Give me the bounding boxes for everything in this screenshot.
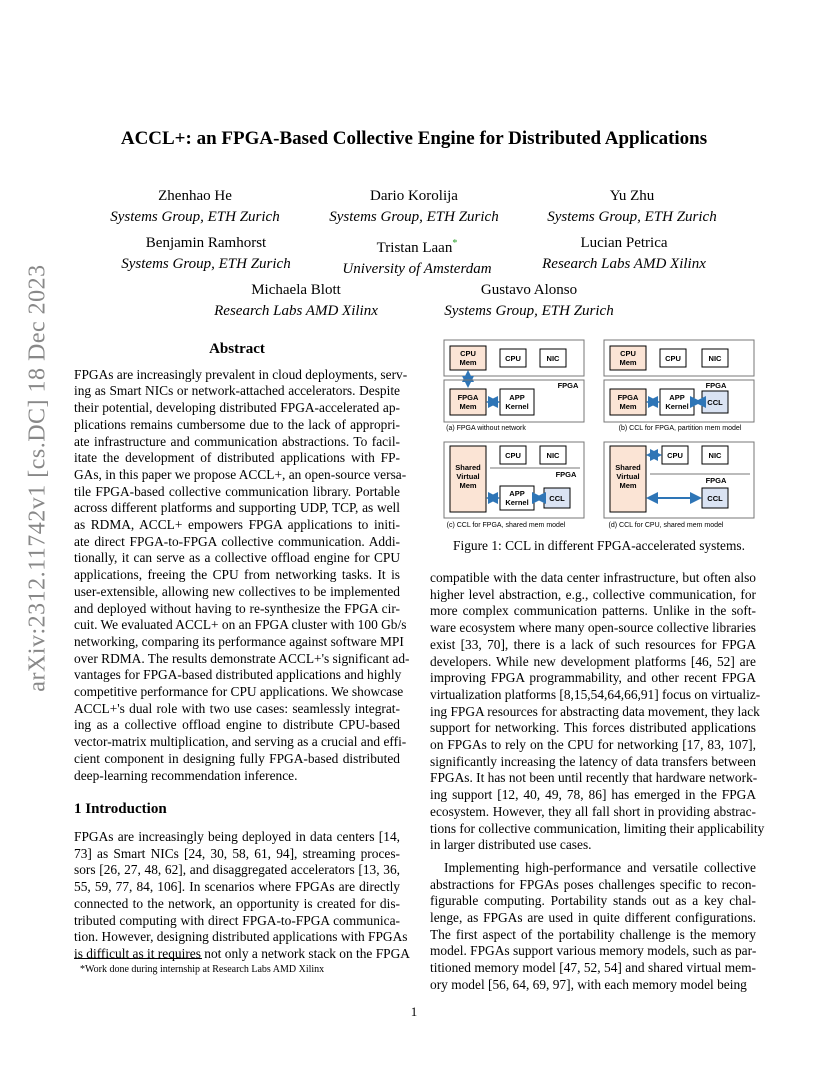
text-line: vantages for FPGA-based distributed applications and highly [74,667,402,683]
shared-mem-label-2: Virtual [456,472,480,481]
text-line: significantly increasing the latency of data transfers between [430,753,756,769]
text-line: as RDMA, ACCL+ empowers FPGA applications to initi- [74,517,400,533]
text-line: FPGAs are increasingly prevalent in cloud deployments, serv- [74,366,408,382]
author-5 [297,233,537,280]
text-line: over RDMA. The results demonstrate ACCL+'s significant ad- [74,650,410,666]
text-line: ing as Smart NICs or network-attached accelerators. Despite [74,383,400,399]
text-line: developers. While new development platforms [46, 52] are [430,653,756,669]
text-line: more complex communication patterns. Unlike in the soft- [430,603,756,619]
text-line: on FPGAs to rely on the CPU for networking [17, 83, 107], [430,737,756,753]
text-line: 55, 59, 77, 84, 106]. In scenarios where FPGAs are directly [74,879,400,895]
author-name: Gustavo Alonso [480,282,578,298]
paper-title: ACCL+: an FPGA-Based Collective Engine for Distributed Applications [120,128,708,149]
text-line: itate the development of distributed applications with FP- [74,450,400,466]
text-line: ecosystem. However, they all fall short in providing abstrac- [430,803,756,819]
author-name: Benjamin Ramhorst [145,235,267,251]
text-line: is difficult as it requires not only a network stack on the FPGA [74,945,410,961]
text-line: tributed computing with direct FPGA-to-FPGA communica- [74,912,400,928]
nic-label: NIC [546,451,560,460]
author-6 [504,233,744,275]
app-kernel-label-2: Kernel [505,498,529,507]
footnote-rule [74,958,202,959]
right-paragraph-1 [430,570,765,854]
text-line: tionally, it can serve as a collective offload engine for CPU [74,550,400,566]
panel-c-caption: (c) CCL for FPGA, shared mem model [446,522,566,529]
nic-label: NIC [546,354,560,363]
text-line: user-extensible, allowing new collectives to be implemented [74,583,400,599]
cpu-label: CPU [665,354,681,363]
shared-mem-label-1: Shared [455,463,481,472]
text-line: ory model [56, 64, 69, 97], with each memory model being [430,976,747,992]
panel-a-caption: (a) FPGA without network [446,425,526,432]
panel-d-caption: (d) CCL for CPU, shared mem model [608,522,724,529]
nic-label: NIC [708,354,722,363]
author-1 [75,186,315,228]
author-name: Lucian Petrica [580,235,668,251]
arxiv-identifier: arXiv:2312.11742v1 [cs.DC] 18 Dec 2023 [24,264,51,692]
text-line: ACCL+'s dual role with two use cases: seamlessly integrat- [74,700,400,716]
text-line: cuit. We evaluated ACCL+ on an FPGA cluster with 100 Gb/s [74,617,407,633]
app-kernel-label-1: APP [509,489,525,498]
cpu-mem-label-2: Mem [459,358,477,367]
panel-b-caption: (b) CCL for FPGA, partition mem model [618,425,742,432]
author-affiliation: Systems Group, ETH Zurich [121,256,291,272]
panel-b [604,340,754,432]
author-name: Dario Korolija [370,188,458,204]
text-line: Implementing high-performance and versatile collective [444,859,756,875]
text-line: model. FPGAs support various memory models, such as par- [430,943,757,959]
shared-mem-label-2: Virtual [616,472,640,481]
right-column [430,570,765,994]
text-line: FPGAs. It has not been until recently that hardware network- [430,770,758,786]
text-line: higher level abstraction, e.g., collective communication, for [430,586,756,602]
text-line: connected to the network, an opportunity is created for dis- [74,895,400,911]
text-line: plications remains cumbersome due to the lack of appropri- [74,416,400,432]
author-affiliation: Systems Group, ETH Zurich [547,209,717,225]
text-line: improving FPGA programmability, and other recent FPGA [430,670,756,686]
ccl-label: CCL [707,398,723,407]
abstract-heading: Abstract [209,341,265,357]
fpga-label: FPGA [705,476,727,485]
text-line: titioned memory model [47, 52, 54] and shared virtual mem- [430,960,756,976]
text-line: 73] as Smart NICs [24, 30, 58, 61, 94], streaming proces- [74,845,400,861]
text-line: GAs, in this paper we propose ACCL+, an open-source versa- [74,466,407,482]
author-affiliation: Systems Group, ETH Zurich [444,303,614,319]
author-affiliation: Systems Group, ETH Zurich [110,209,280,225]
text-line: deep-learning recommendation inference. [74,767,298,783]
introduction-body [74,828,410,963]
author-3 [512,186,752,228]
text-line: virtualization platforms [8,15,54,64,66,91] focus on virtualiz- [430,686,761,702]
text-line: abstractions for FPGAs poses challenges specific to recon- [430,876,756,892]
page-number: 1 [410,1004,418,1019]
shared-mem-label-3: Mem [459,481,477,490]
text-line: The first aspect of the portability challenge is the memory [430,926,756,942]
cpu-label: CPU [505,354,521,363]
left-column [74,341,410,963]
cpu-mem-label-2: Mem [619,358,637,367]
app-kernel-label-2: Kernel [505,402,529,411]
text-line: support for networking. This forces distributed applications [430,720,756,736]
author-name: Zhenhao He [158,188,232,204]
ccl-label: CCL [707,494,723,503]
figure-caption: Figure 1: CCL in different FPGA-accelerated systems. [453,538,745,553]
author-affiliation: Systems Group, ETH Zurich [329,209,499,225]
cpu-label: CPU [505,451,521,460]
footnote: *Work done during internship at Research Labs AMD Xilinx [80,964,325,975]
cpu-label: CPU [667,451,683,460]
right-paragraph-2 [430,860,756,994]
author-name: Michaela Blott [251,282,341,298]
author-7 [176,280,416,322]
text-line: and deployed without having to re-synthesize the FPGA cir- [74,600,400,616]
text-line: competitive performance for CPU applications. We showcase [74,684,404,700]
author-2 [294,186,534,228]
text-line: tion. However, designing distributed applications with FPGAs [74,929,408,945]
fpga-label: FPGA [555,470,577,479]
shared-mem-label-1: Shared [615,463,641,472]
fpga-mem-label-2: Mem [459,402,477,411]
text-line: networking, comparing its performance against software MPI [74,633,404,649]
text-line: lenge, as FPGAs are used in quite different configurations. [430,910,756,926]
text-line: FPGAs are increasingly being deployed in data centers [14, [74,828,400,844]
cpu-mem-label-1: CPU [460,349,476,358]
author-name-with-mark: Tristan Laan* [376,238,458,256]
panel-c [444,442,584,529]
panel-a [444,340,584,432]
arxiv-sidebar [20,264,56,692]
text-line: across different platforms and supporting UDP, TCP, as well [74,500,400,516]
author-affiliation: Research Labs AMD Xilinx [542,256,706,272]
fpga-label: FPGA [705,381,727,390]
text-line: ate infrastructure and communication abstractions. To facil- [74,433,400,449]
text-line: ate direct FPGA-to-FPGA collective communication. Addi- [74,533,400,549]
text-line: ing FPGA resources for abstracting data movement, they lack [430,703,760,719]
ccl-label: CCL [549,494,565,503]
text-line: applications, freeing the CPU from networking tasks. It is [74,567,400,583]
fpga-mem-label-1: FPGA [457,393,479,402]
text-line: vector-matrix multiplication, and serving as a crucial and effi- [74,734,407,750]
author-4 [86,233,326,275]
text-line: tions for collective communication, limiting their applicability [430,820,765,836]
figure-1 [440,336,758,532]
app-kernel-label-1: APP [669,393,685,402]
introduction-heading: 1 Introduction [74,801,167,818]
text-line: tile FPGA-based collective communication library. Portable [74,483,400,499]
abstract-body [74,366,410,785]
text-line: figurable computing. Portability stands out as a key chal- [430,893,756,909]
fpga-mem-label-1: FPGA [617,393,639,402]
cpu-mem-label-1: CPU [620,349,636,358]
text-line: exist [33, 70], there is a lack of such resources for FPGA [430,636,756,652]
nic-label: NIC [708,451,722,460]
app-kernel-label-2: Kernel [665,402,689,411]
author-8 [409,280,649,322]
shared-mem-label-3: Mem [619,481,637,490]
text-line: cient component in designing fully FPGA-based distributed [74,750,400,766]
text-line: in larger distributed use cases. [430,837,592,853]
figure-1-diagram [440,336,758,532]
text-line: their potential, developing distributed FPGA-accelerated ap- [74,400,400,416]
author-affiliation: University of Amsterdam [342,261,492,277]
app-kernel-label-1: APP [509,393,525,402]
text-line: ing as a collective offload engine to distribute CPU-based [74,717,400,733]
author-name: Yu Zhu [609,188,655,204]
text-line: sors [26, 27, 48, 62], and disaggregated accelerators [13, 36, [74,862,400,878]
text-line: compatible with the data center infrastructure, but often also [430,570,756,585]
fpga-label: FPGA [557,381,579,390]
fpga-mem-label-2: Mem [619,402,637,411]
author-affiliation: Research Labs AMD Xilinx [214,303,378,319]
panel-d [604,442,754,529]
text-line: ing support [12, 40, 49, 78, 86] has emerged in the FPGA [430,787,756,803]
text-line: ware ecosystem where many open-source collective libraries [430,620,756,636]
